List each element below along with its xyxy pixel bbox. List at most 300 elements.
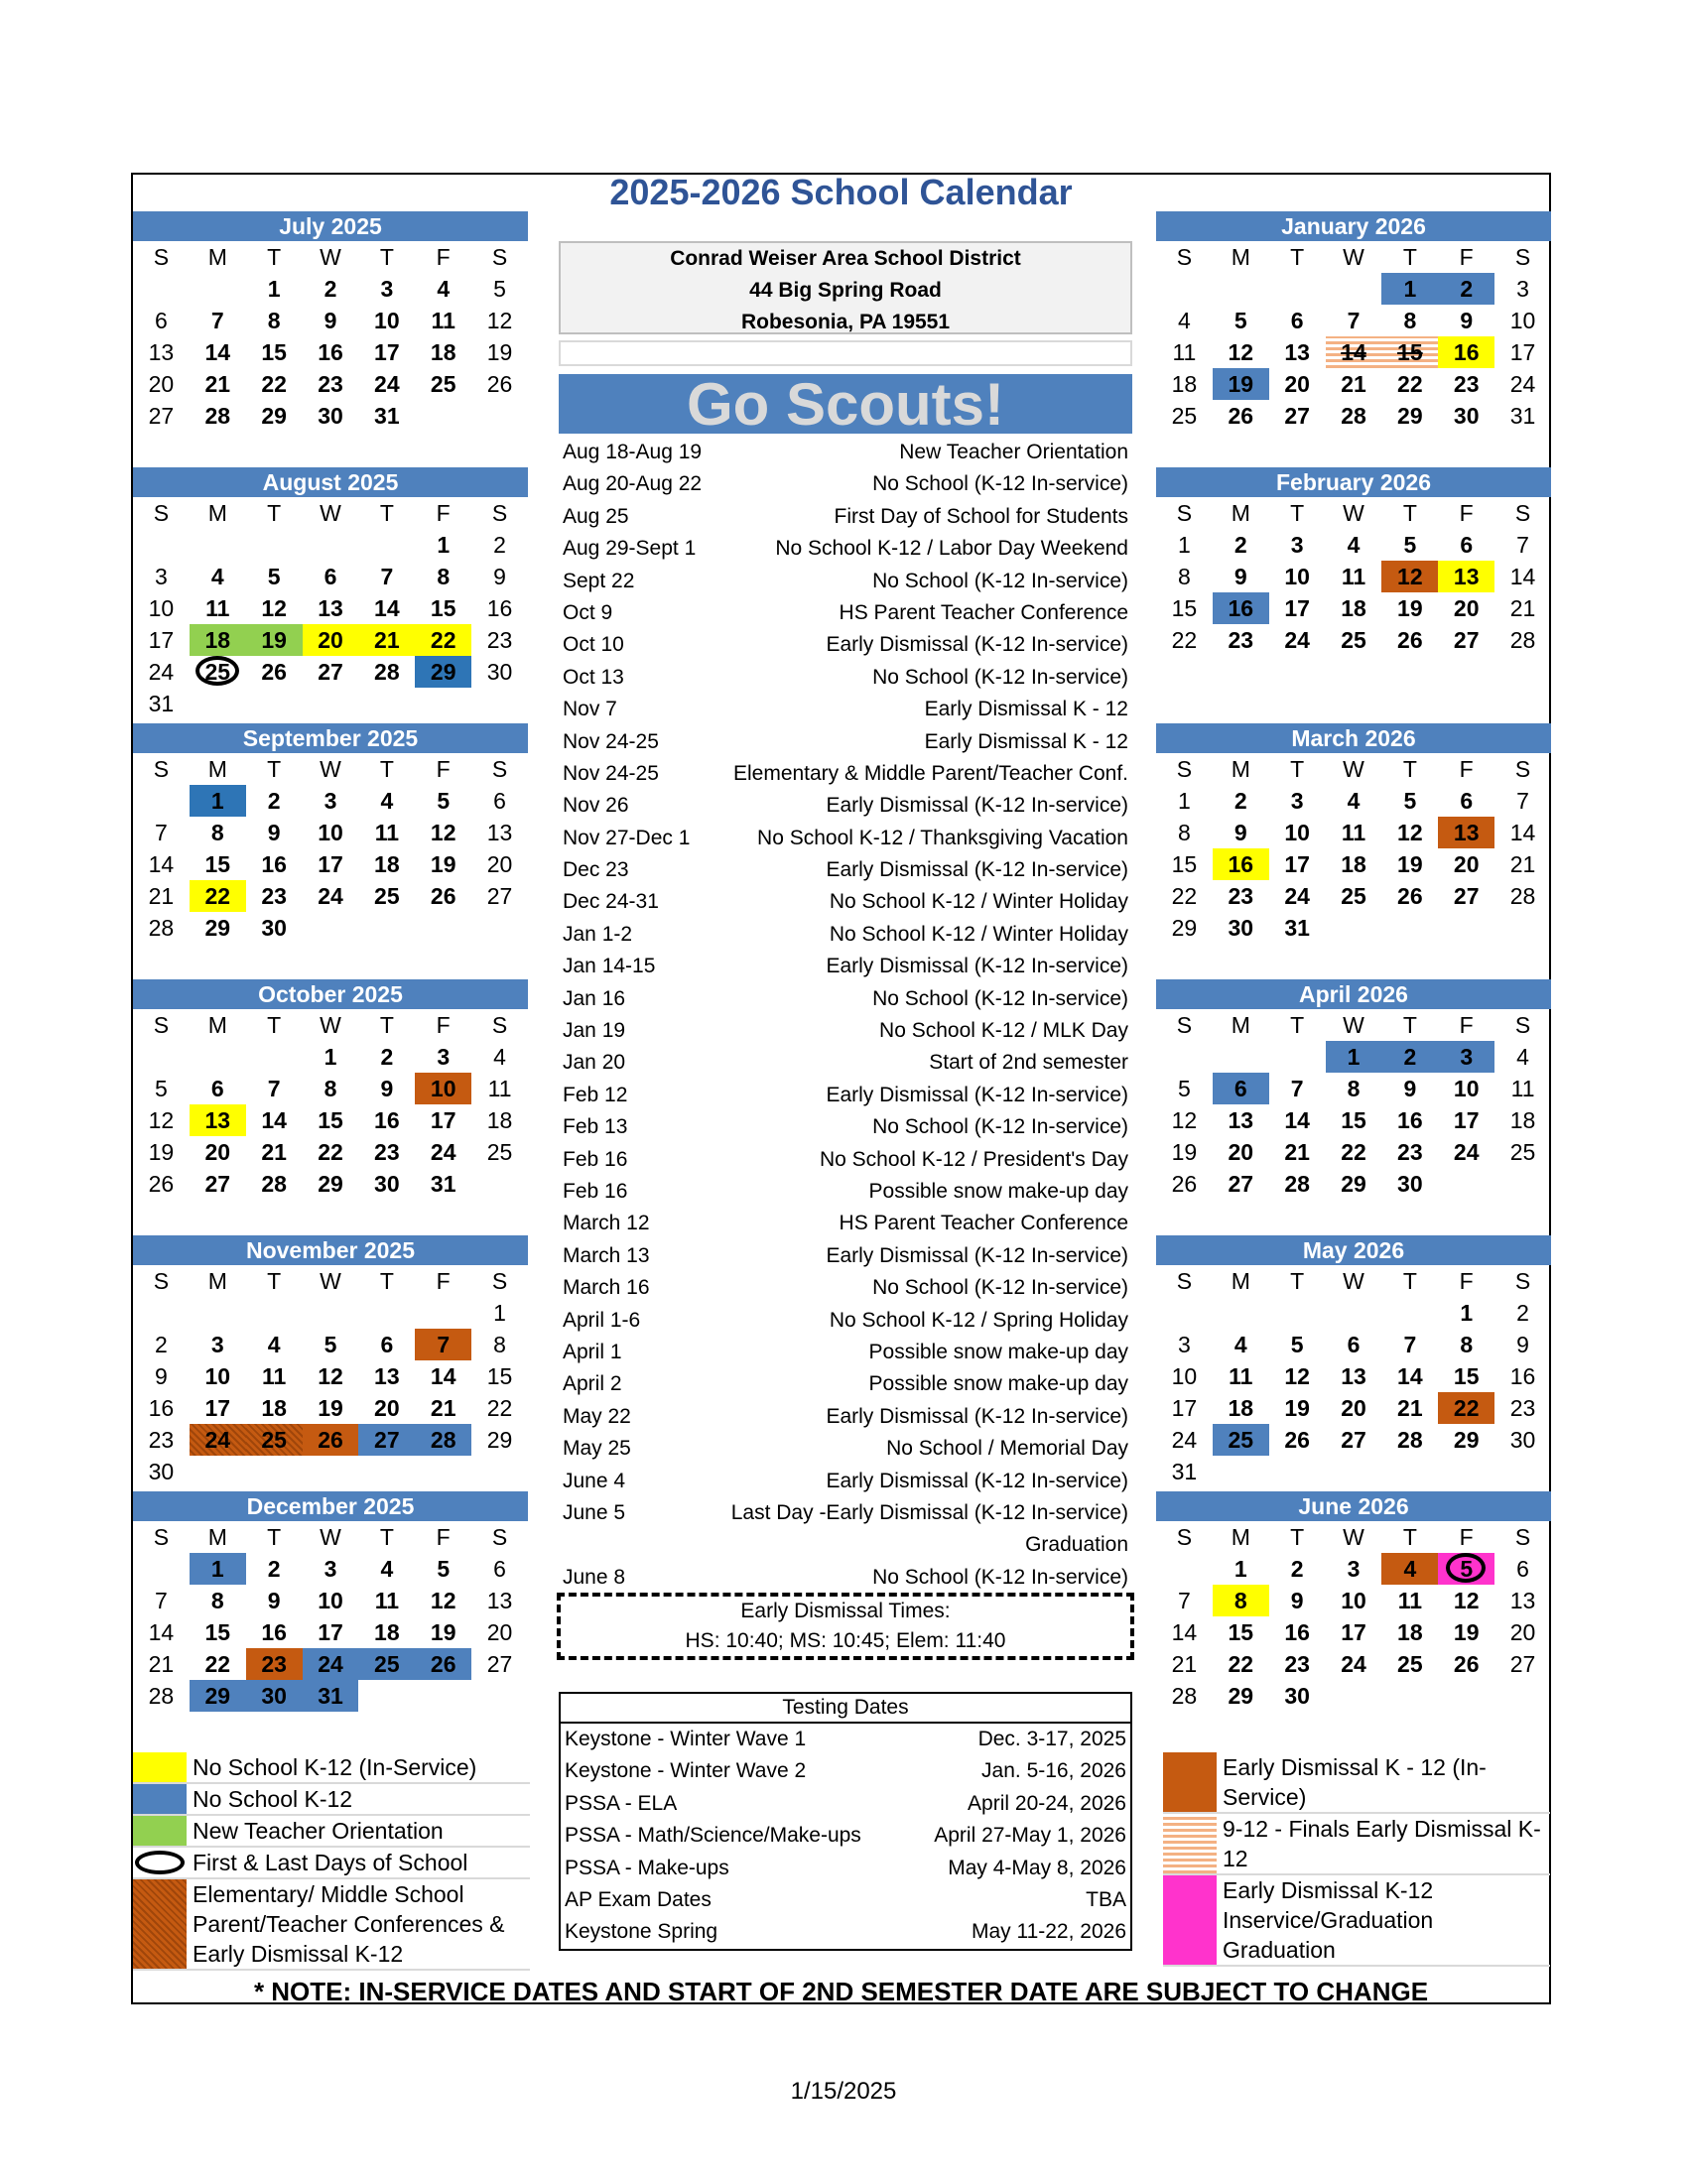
testing-row (561, 1820, 1130, 1852)
day-cell: 29 (1341, 1171, 1366, 1197)
legend-swatch (1163, 1752, 1217, 1812)
weekday-header: M (1231, 1268, 1250, 1294)
day-cell: 10 (1453, 1076, 1480, 1101)
weekday-header: S (1514, 500, 1531, 526)
day-cell: 28 (1509, 627, 1536, 653)
day-cell: 3 (1178, 1332, 1191, 1357)
event-row (559, 951, 1132, 982)
weekday-header: F (1459, 1268, 1474, 1294)
weekday-header: T (1402, 1268, 1417, 1294)
day-cell: 9 (1403, 1076, 1417, 1101)
empty-day (133, 273, 190, 305)
day-cell: 12 (1171, 1107, 1198, 1133)
testing-rows (561, 1724, 1130, 1949)
legend-row (133, 1848, 530, 1879)
day-cell: 23 (1228, 627, 1254, 653)
day-cell: 28 (1397, 1427, 1423, 1453)
day-cell: 8 (493, 1332, 506, 1357)
day-cell: 18 (1341, 851, 1366, 877)
weekday-header: S (491, 1524, 508, 1550)
day-cell: 1 (1233, 1556, 1247, 1582)
day-cell: 7 (267, 1076, 281, 1101)
event-date: March 12 (563, 1212, 650, 1235)
day-cell: 7 (1178, 1588, 1191, 1613)
page-title: 2025-2026 School Calendar (609, 172, 1073, 212)
event-row (559, 886, 1132, 918)
event-row (559, 533, 1132, 565)
weekday-header: T (1290, 756, 1305, 782)
day-cell: 20 (1341, 1395, 1366, 1421)
event-text: No School K-12 / MLK Day (879, 1019, 1128, 1043)
month-grid (1156, 241, 1551, 432)
day-cell: 15 (204, 851, 231, 877)
day-cell: 8 (1460, 1332, 1474, 1357)
event-date: April 1 (563, 1340, 622, 1363)
legend-row (1163, 1875, 1550, 1967)
event-date: Aug 29-Sept 1 (563, 537, 697, 561)
day-cell: 3 (1290, 532, 1304, 558)
day-cell: 12 (1228, 339, 1254, 365)
day-cell: 8 (210, 820, 224, 845)
day-cell: 23 (1397, 1139, 1423, 1165)
day-cell: 14 (261, 1107, 287, 1133)
day-cell: 19 (486, 339, 513, 365)
day-cell: 21 (1284, 1139, 1310, 1165)
event-text: HS Parent Teacher Conference (839, 600, 1128, 624)
day-cell: 10 (1284, 820, 1310, 845)
day-cell: 17 (1341, 1619, 1366, 1645)
weekday-header: T (379, 1524, 394, 1550)
day-cell: 22 (1228, 1651, 1254, 1677)
day-cell: 1 (190, 785, 246, 817)
day-cell: 30 (1509, 1427, 1536, 1453)
event-text: No School K-12 / Winter Holiday (829, 890, 1128, 914)
event-text: No School (K-12 In-service) (872, 986, 1128, 1010)
event-date: Oct 10 (563, 633, 624, 657)
event-date: March 13 (563, 1243, 650, 1267)
day-cell: 27 (1509, 1651, 1536, 1677)
day-cell: 19 (430, 1619, 456, 1645)
day-cell: 27 (1228, 1171, 1254, 1197)
day-cell: 6 (1213, 1073, 1269, 1104)
event-row (559, 629, 1132, 661)
event-date: Feb 12 (563, 1083, 628, 1106)
day-cell: 24 (148, 659, 175, 685)
weekday-header: W (1343, 1012, 1364, 1038)
day-cell: 3 (1290, 788, 1304, 814)
day-cell: 30 (486, 659, 513, 685)
day-cell: 15 (318, 1107, 343, 1133)
weekday-header: T (267, 244, 282, 270)
day-cell: 25 (486, 1139, 513, 1165)
month-grid (1156, 1265, 1551, 1487)
event-text: New Teacher Orientation (899, 441, 1128, 463)
day-cell: 25 (190, 656, 246, 688)
day-cell: 12 (430, 820, 456, 845)
day-cell: 9 (1460, 308, 1474, 333)
day-cell: 8 (1178, 564, 1191, 589)
empty-day (246, 1041, 303, 1073)
day-cell: 10 (318, 820, 343, 845)
weekday-header: T (1290, 1268, 1305, 1294)
info-spacer (559, 340, 1132, 366)
test-name: PSSA - Math/Science/Make-ups (565, 1824, 861, 1848)
weekday-header: F (436, 244, 451, 270)
event-date: Sept 22 (563, 569, 635, 592)
day-cell: 3 (1438, 1041, 1494, 1073)
day-cell: 2 (1290, 1556, 1304, 1582)
event-row (559, 1529, 1132, 1561)
event-date: Aug 25 (563, 504, 629, 528)
day-cell: 16 (261, 851, 287, 877)
weekday-header: T (1402, 756, 1417, 782)
event-date: Jan 20 (563, 1051, 626, 1075)
day-cell: 29 (486, 1427, 513, 1453)
month-june (1156, 1491, 1551, 1712)
day-cell: 20 (486, 1619, 513, 1645)
day-cell: 4 (267, 1332, 281, 1357)
day-cell: 12 (1453, 1588, 1480, 1613)
empty-day (133, 1297, 190, 1329)
day-cell: 6 (1290, 308, 1304, 333)
day-cell: 23 (1453, 371, 1480, 397)
event-date: March 16 (563, 1276, 650, 1300)
district-info (559, 241, 1132, 334)
day-cell: 9 (1233, 564, 1247, 589)
day-cell: 24 (1284, 883, 1310, 909)
day-cell: 3 (210, 1332, 224, 1357)
day-cell: 30 (318, 403, 343, 429)
weekday-header: T (267, 756, 282, 782)
day-cell: 29 (1228, 1683, 1254, 1709)
event-text: No School (K-12 In-service) (872, 665, 1128, 689)
event-date: Oct 9 (563, 600, 613, 624)
day-cell: 4 (1178, 308, 1191, 333)
empty-day (1269, 1041, 1326, 1073)
day-cell: 15 (486, 1363, 513, 1389)
month-title: December 2025 (133, 1491, 528, 1521)
weekday-header: S (1514, 244, 1531, 270)
weekday-header: S (491, 756, 508, 782)
day-cell: 17 (204, 1395, 231, 1421)
event-row (559, 1176, 1132, 1208)
day-cell: 30 (1397, 1171, 1423, 1197)
empty-day (190, 273, 246, 305)
weekday-header: W (320, 244, 341, 270)
event-row (559, 919, 1132, 951)
day-cell: 6 (380, 1332, 394, 1357)
month-title: March 2026 (1156, 723, 1551, 753)
day-cell: 12 (1284, 1363, 1310, 1389)
day-cell: 22 (1341, 1139, 1366, 1165)
legend-row (133, 1784, 530, 1816)
day-cell: 5 (493, 276, 506, 302)
day-cell: 1 (267, 276, 281, 302)
day-cell: 12 (1397, 820, 1423, 845)
day-cell: 12 (261, 595, 287, 621)
day-cell: 12 (430, 1588, 456, 1613)
empty-day (1326, 1297, 1382, 1329)
legend-swatch (133, 1816, 187, 1846)
day-cell: 4 (1347, 532, 1361, 558)
weekday-header: S (153, 756, 170, 782)
day-cell: 22 (204, 1651, 231, 1677)
day-cell: 23 (1228, 883, 1254, 909)
weekday-header: T (267, 1268, 282, 1294)
event-date: Dec 24-31 (563, 890, 659, 914)
day-cell: 6 (1516, 1556, 1529, 1582)
day-cell: 21 (1341, 371, 1366, 397)
event-row (559, 1015, 1132, 1047)
day-cell: 25 (430, 371, 456, 397)
day-cell: 11 (1341, 820, 1366, 845)
day-cell: 31 (148, 691, 175, 716)
day-cell: 11 (1229, 1363, 1253, 1389)
day-cell: 24 (318, 883, 343, 909)
weekday-header: W (320, 756, 341, 782)
day-cell: 24 (1171, 1427, 1198, 1453)
test-dates: May 4-May 8, 2026 (948, 1856, 1126, 1879)
day-cell: 6 (210, 1076, 224, 1101)
day-cell: 5 (1403, 788, 1417, 814)
month-grid (133, 753, 528, 944)
weekday-header: S (491, 1012, 508, 1038)
day-cell: 18 (1509, 1107, 1536, 1133)
legend-row (133, 1752, 530, 1784)
day-cell: 29 (1453, 1427, 1480, 1453)
month-grid (133, 497, 528, 719)
day-cell: 26 (1397, 627, 1423, 653)
empty-day (1213, 273, 1269, 305)
day-cell: 14 (1171, 1619, 1198, 1645)
legend-label: Elementary/ Middle School Parent/Teacher Conferences & Early Dismissal K-12 (193, 1881, 505, 1967)
testing-dates-title: Testing Dates (561, 1694, 1130, 1724)
day-cell: 18 (190, 624, 246, 656)
day-cell: 29 (261, 403, 287, 429)
event-row (559, 501, 1132, 533)
weekday-header: W (1343, 244, 1364, 270)
day-cell: 24 (190, 1424, 246, 1456)
event-date: June 5 (563, 1500, 626, 1524)
district-name: Conrad Weiser Area School District (670, 247, 1021, 270)
day-cell: 11 (261, 1363, 287, 1389)
day-cell: 16 (1213, 848, 1269, 880)
day-cell: 26 (486, 371, 513, 397)
day-cell: 20 (1284, 371, 1310, 397)
empty-day (358, 1297, 415, 1329)
day-cell: 1 (1460, 1300, 1474, 1326)
day-cell: 22 (1438, 1392, 1494, 1424)
day-cell: 27 (148, 403, 175, 429)
day-cell: 10 (1284, 564, 1310, 589)
weekday-header: T (1290, 244, 1305, 270)
event-row (559, 983, 1132, 1015)
empty-day (246, 1297, 303, 1329)
day-cell: 31 (374, 403, 400, 429)
day-cell: 6 (493, 1556, 506, 1582)
weekday-header: W (320, 1012, 341, 1038)
day-cell: 4 (210, 564, 224, 589)
weekday-header: S (1176, 1012, 1193, 1038)
day-cell: 7 (1347, 308, 1361, 333)
event-text: Early Dismissal (K-12 In-service) (826, 955, 1128, 978)
event-date: April 2 (563, 1372, 622, 1396)
event-row (559, 1305, 1132, 1337)
test-name: AP Exam Dates (565, 1888, 712, 1912)
events-list (559, 437, 1132, 1594)
legend-swatch (1163, 1814, 1217, 1873)
day-cell: 18 (486, 1107, 513, 1133)
day-cell: 6 (1347, 1332, 1361, 1357)
event-row (559, 1466, 1132, 1497)
day-cell: 24 (1453, 1139, 1480, 1165)
day-cell: 18 (1341, 595, 1366, 621)
footer-date: 1/15/2025 (790, 2078, 897, 2105)
day-cell: 11 (205, 595, 230, 621)
day-cell: 30 (148, 1459, 175, 1484)
day-cell: 7 (1516, 532, 1529, 558)
day-cell: 10 (415, 1073, 471, 1104)
day-cell: 20 (303, 624, 359, 656)
day-cell: 12 (318, 1363, 343, 1389)
empty-day (190, 1297, 246, 1329)
month-title: August 2025 (133, 467, 528, 497)
day-cell: 24 (430, 1139, 456, 1165)
event-row (559, 1144, 1132, 1176)
day-cell: 15 (1171, 595, 1198, 621)
event-text: Graduation (1025, 1533, 1128, 1557)
day-cell: 21 (204, 371, 231, 397)
day-cell: 1 (1381, 273, 1438, 305)
day-cell: 9 (324, 308, 337, 333)
event-text: Early Dismissal (K-12 In-service) (826, 1469, 1128, 1492)
event-date: Jan 14-15 (563, 955, 656, 978)
day-cell: 17 (1171, 1395, 1198, 1421)
day-cell: 19 (318, 1395, 343, 1421)
day-cell: 11 (374, 1588, 400, 1613)
month-title: November 2025 (133, 1235, 528, 1265)
day-cell: 22 (261, 371, 287, 397)
weekday-header: F (436, 500, 451, 526)
event-row (559, 1433, 1132, 1465)
day-cell: 2 (267, 788, 281, 814)
day-cell: 2 (1438, 273, 1494, 305)
day-cell: 8 (1403, 308, 1417, 333)
day-cell: 13 (1438, 817, 1494, 848)
day-cell: 13 (190, 1104, 246, 1136)
month-title: February 2026 (1156, 467, 1551, 497)
day-cell: 1 (1178, 532, 1191, 558)
legend-swatch (133, 1784, 187, 1814)
event-date: Feb 16 (563, 1179, 628, 1203)
event-row (559, 1272, 1132, 1304)
day-cell: 20 (1453, 851, 1480, 877)
month-september (133, 723, 528, 944)
day-cell: 1 (190, 1553, 246, 1585)
weekday-header: F (436, 756, 451, 782)
event-date: Aug 20-Aug 22 (563, 472, 703, 496)
day-cell: 26 (1228, 403, 1254, 429)
day-cell: 5 (155, 1076, 168, 1101)
day-cell: 21 (1509, 851, 1536, 877)
day-cell: 5 (1403, 532, 1417, 558)
day-cell: 25 (358, 1648, 415, 1680)
event-row (559, 1240, 1132, 1272)
day-cell: 29 (415, 656, 471, 688)
day-cell: 21 (1509, 595, 1536, 621)
day-cell: 3 (324, 1556, 337, 1582)
day-cell: 19 (1397, 595, 1423, 621)
empty-day (246, 529, 303, 561)
event-row (559, 1368, 1132, 1400)
weekday-header: T (1402, 1524, 1417, 1550)
month-title: June 2026 (1156, 1491, 1551, 1521)
day-cell: 2 (267, 1556, 281, 1582)
day-cell: 26 (415, 1648, 471, 1680)
weekday-header: M (207, 756, 227, 782)
day-cell: 16 (261, 1619, 287, 1645)
day-cell: 28 (148, 915, 175, 941)
day-cell: 7 (1290, 1076, 1304, 1101)
event-date: April 1-6 (563, 1308, 641, 1332)
day-cell: 5 (1233, 308, 1247, 333)
day-cell: 5 (1290, 1332, 1304, 1357)
event-row (559, 1497, 1132, 1529)
day-cell: 29 (204, 915, 231, 941)
weekday-header: S (1176, 1524, 1193, 1550)
event-text: No School K-12 / Winter Holiday (829, 922, 1128, 946)
empty-day (1269, 1297, 1326, 1329)
day-cell: 21 (261, 1139, 287, 1165)
day-cell: 29 (1171, 915, 1198, 941)
event-text: Early Dismissal (K-12 In-service) (826, 1404, 1128, 1428)
day-cell: 18 (374, 851, 400, 877)
day-cell: 26 (148, 1171, 175, 1197)
day-cell: 26 (1171, 1171, 1198, 1197)
event-row (559, 1080, 1132, 1111)
weekday-header: M (207, 1524, 227, 1550)
day-cell: 14 (1509, 564, 1536, 589)
weekday-header: W (320, 1524, 341, 1550)
day-cell: 21 (430, 1395, 456, 1421)
day-cell: 13 (486, 1588, 513, 1613)
legend-row (1163, 1752, 1550, 1814)
weekday-header: M (207, 1268, 227, 1294)
legend-swatch (133, 1848, 187, 1877)
day-cell: 11 (374, 820, 400, 845)
day-cell: 18 (430, 339, 456, 365)
legend-label: 9-12 - Finals Early Dismissal K-12 (1223, 1816, 1541, 1871)
empty-day (303, 529, 359, 561)
day-cell: 25 (1171, 403, 1198, 429)
weekday-header: S (1176, 244, 1193, 270)
day-cell: 17 (1284, 851, 1310, 877)
event-row (559, 662, 1132, 694)
day-cell: 13 (374, 1363, 400, 1389)
empty-day (1156, 1553, 1213, 1585)
day-cell: 4 (1233, 1332, 1247, 1357)
empty-day (1213, 1041, 1269, 1073)
day-cell: 19 (148, 1139, 175, 1165)
weekday-header: W (1343, 1524, 1364, 1550)
day-cell: 28 (1171, 1683, 1198, 1709)
weekday-header: W (1343, 756, 1364, 782)
day-cell: 16 (374, 1107, 400, 1133)
day-cell: 3 (380, 276, 394, 302)
day-cell: 12 (1381, 561, 1438, 592)
slogan-banner: Go Scouts! (559, 374, 1132, 434)
day-cell: 22 (190, 880, 246, 912)
